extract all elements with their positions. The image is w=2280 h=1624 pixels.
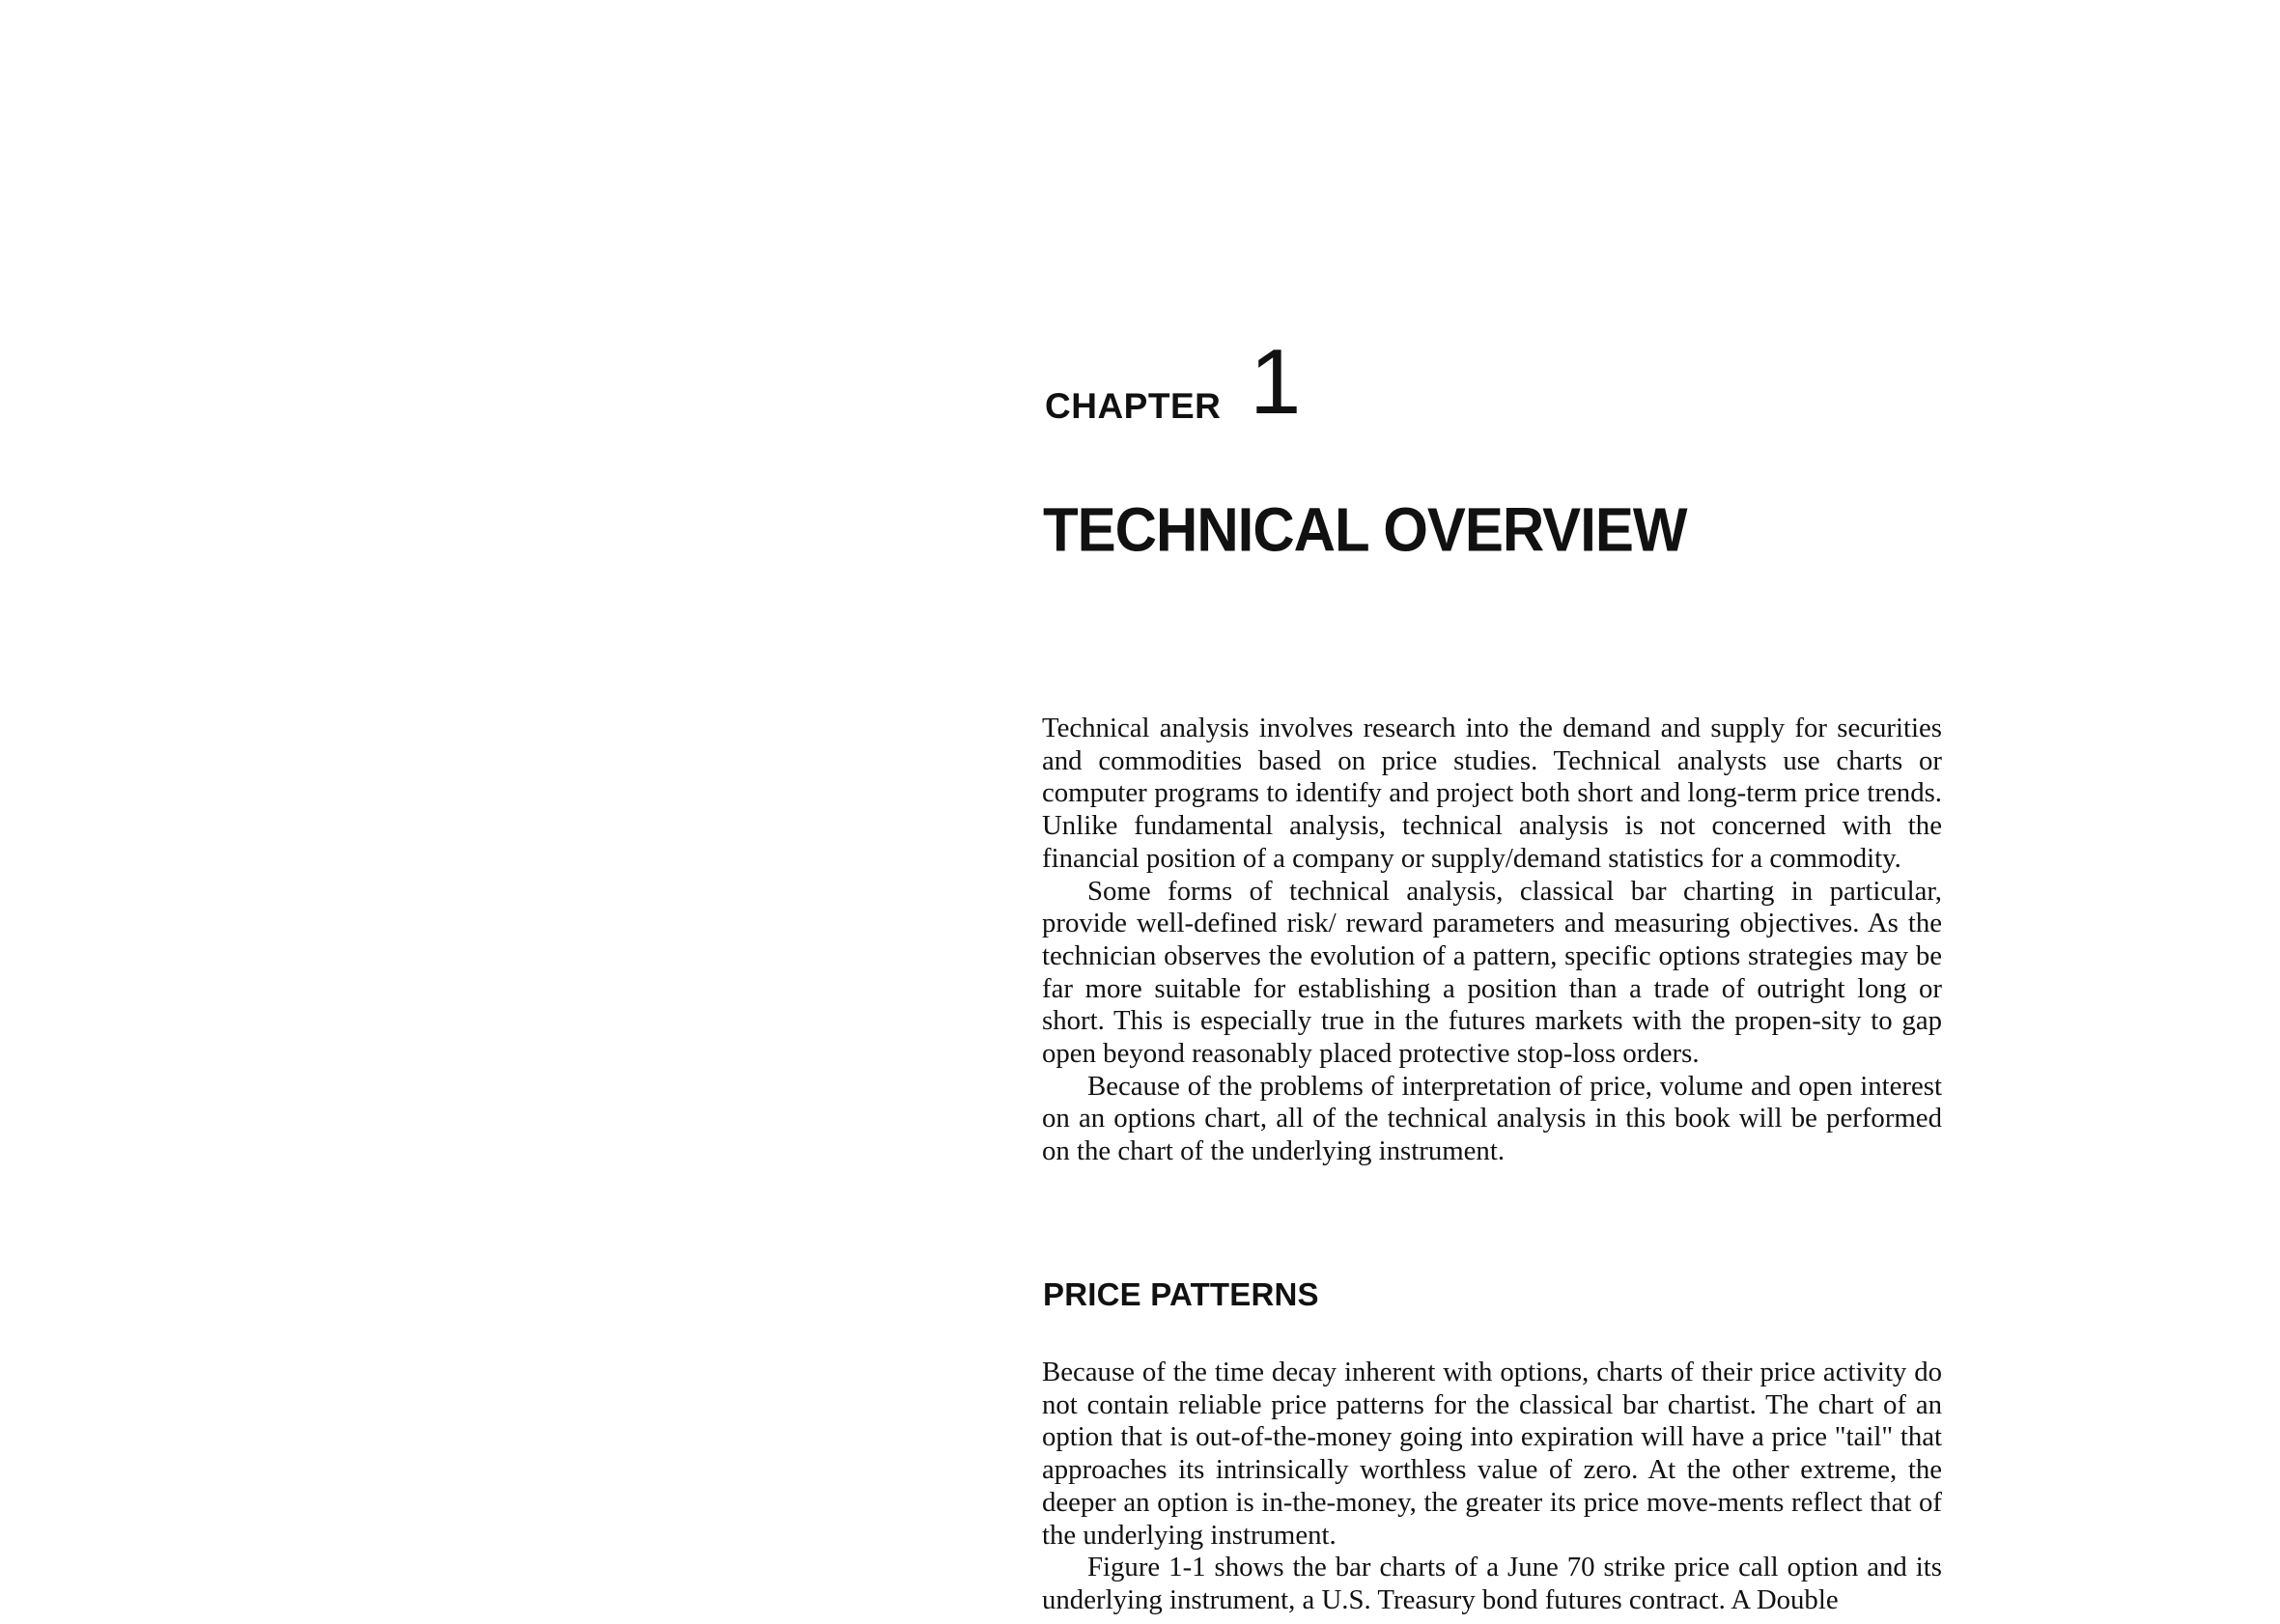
intro-paragraph-3: Because of the problems of interpretation of price, volume and open interest on an options chart, all of the technical analysis in this book will be performed on the chart of the underlying instrument. xyxy=(1042,1070,1942,1167)
intro-section xyxy=(1042,713,1942,1168)
price-patterns-paragraph-2: Figure 1-1 shows the bar charts of a June 70 strike price call option and its underlying instrument, a U.S. Treasury bond futures contract. A Double xyxy=(1042,1552,1942,1615)
section-heading-price-patterns: PRICE PATTERNS xyxy=(1043,1276,1319,1312)
intro-paragraph-2: Some forms of technical analysis, classical bar charting in particular, provide well-defined risk/ reward parameters and measuring objectives. As the technician observes the evolution of a pattern, specific options strategies may be far more suitable for establishing a position than a trade of outright long or short. This is especially true in the futures markets with the propen-sity to gap open beyond reasonably placed protective stop-loss orders. xyxy=(1042,875,1942,1070)
price-patterns-section xyxy=(1042,1357,1942,1617)
chapter-title: TECHNICAL OVERVIEW xyxy=(1043,495,1687,565)
chapter-number: 1 xyxy=(1250,330,1302,434)
price-patterns-paragraph-1: Because of the time decay inherent with options, charts of their price activity do not contain reliable price patterns for the classical bar chartist. The chart of an option that is out-of-the-money going into expiration will have a price "tail" that approaches its intrinsically worthless value of zero. At the other extreme, the deeper an option is in-the-money, the greater its price move-ments reflect that of the underlying instrument. xyxy=(1042,1357,1942,1551)
chapter-label: CHAPTER xyxy=(1045,386,1222,426)
intro-paragraph-1: Technical analysis involves research into the demand and supply for securities and commodities based on price studies. Technical analysts use charts or computer programs to identify and project both short and long-term price trends. Unlike fundamental analysis, technical analysis is not concerned with the financial position of a company or supply/demand statistics for a commodity. xyxy=(1042,713,1942,874)
